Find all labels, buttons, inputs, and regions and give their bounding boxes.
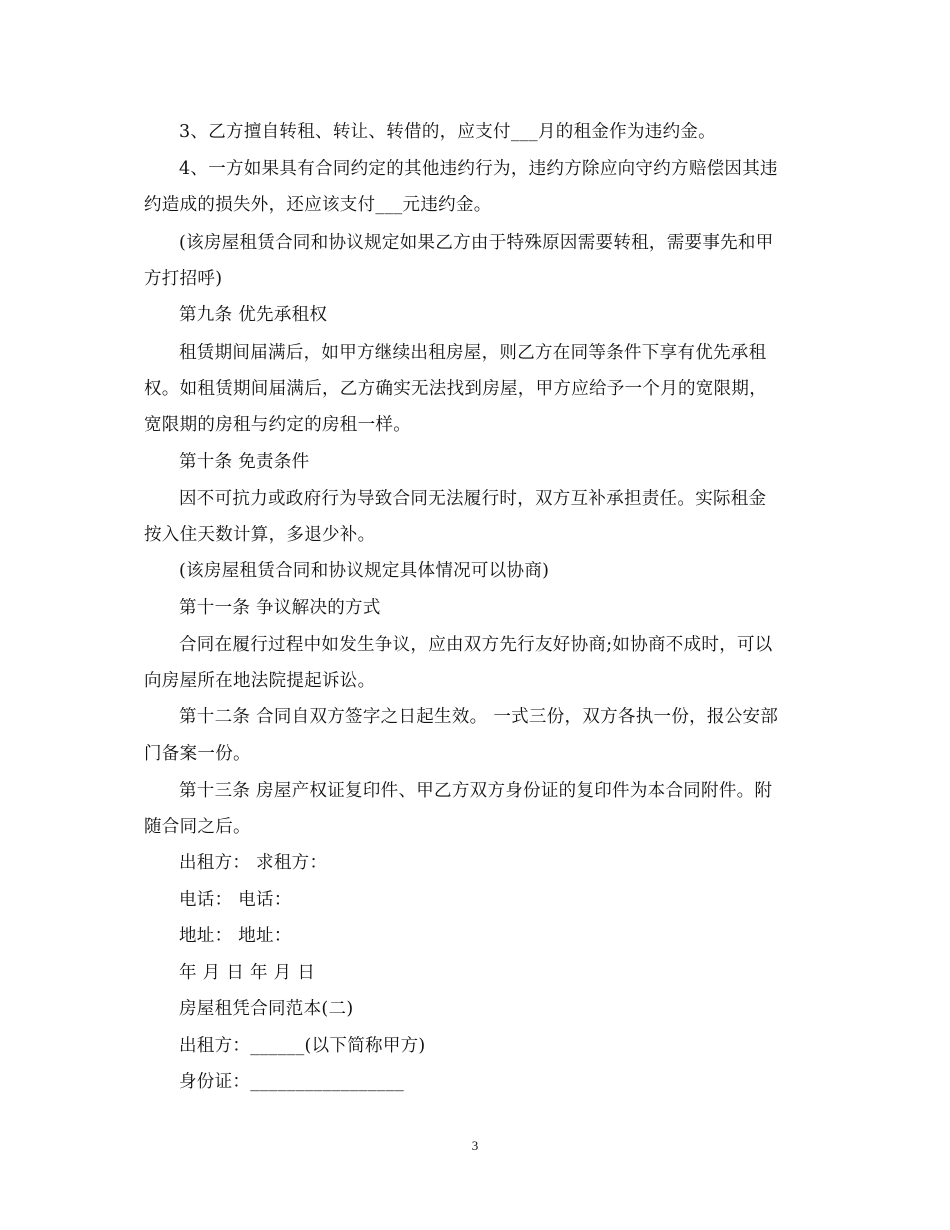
document-subtitle: 房屋租凭合同范本(二) bbox=[179, 999, 354, 1019]
signature-address-line: 地址： 地址： bbox=[179, 926, 292, 946]
paragraph-line: 因不可抗力或政府行为导致合同无法履行时，双方互补承担责任。实际租金 bbox=[179, 489, 767, 509]
paragraph-line: 合同在履行过程中如发生争议，应由双方先行友好协商;如协商不成时，可以 bbox=[179, 635, 773, 655]
signature-phone-line: 电话： 电话： bbox=[179, 890, 292, 910]
paragraph-line: 租赁期间届满后，如甲方继续出租房屋，则乙方在同等条件下享有优先承租 bbox=[179, 343, 767, 363]
section-heading: 第十一条 争议解决的方式 bbox=[179, 598, 381, 618]
paragraph-line: 4、一方如果具有合同约定的其他违约行为，违约方除应向守约方赔偿因其违 bbox=[179, 159, 778, 179]
paragraph-line: 向房屋所在地法院提起诉讼。 bbox=[144, 671, 376, 691]
id-card-field-line: 身份证：_________________ bbox=[179, 1072, 405, 1092]
paragraph-line: 第十三条 房屋产权证复印件、甲乙方双方身份证的复印件为本合同附件。附 bbox=[179, 781, 773, 801]
section-heading: 第十条 免责条件 bbox=[179, 452, 310, 472]
paragraph-line: 3、乙方擅自转租、转让、转借的，应支付___月的租金作为违约金。 bbox=[179, 122, 716, 142]
lessor-field-line: 出租方：______(以下简称甲方) bbox=[179, 1036, 426, 1056]
signature-party-line: 出租方： 求租方： bbox=[179, 853, 328, 873]
paragraph-line: 方打招呼) bbox=[144, 269, 223, 289]
paragraph-line: 门备案一份。 bbox=[144, 744, 251, 764]
paragraph-line: 按入住天数计算，多退少补。 bbox=[144, 525, 376, 545]
paragraph-line: 约造成的损失外，还应该支付___元违约金。 bbox=[144, 195, 492, 215]
page-number: 3 bbox=[471, 1138, 479, 1153]
paragraph-line: (该房屋租赁合同和协议规定具体情况可以协商) bbox=[179, 561, 550, 581]
paragraph-line: 随合同之后。 bbox=[144, 817, 251, 837]
paragraph-line: 第十二条 合同自双方签字之日起生效。 一式三份，双方各执一份，报公安部 bbox=[179, 707, 779, 727]
section-heading: 第九条 优先承租权 bbox=[179, 305, 328, 325]
paragraph-line: 宽限期的房租与约定的房租一样。 bbox=[144, 415, 411, 435]
signature-date-line: 年 月 日 年 月 日 bbox=[179, 963, 316, 983]
paragraph-line: 权。如租赁期间届满后，乙方确实无法找到房屋，甲方应给予一个月的宽限期， bbox=[144, 379, 767, 399]
paragraph-line: (该房屋租赁合同和协议规定如果乙方由于特殊原因需要转租，需要事先和甲 bbox=[179, 233, 774, 253]
